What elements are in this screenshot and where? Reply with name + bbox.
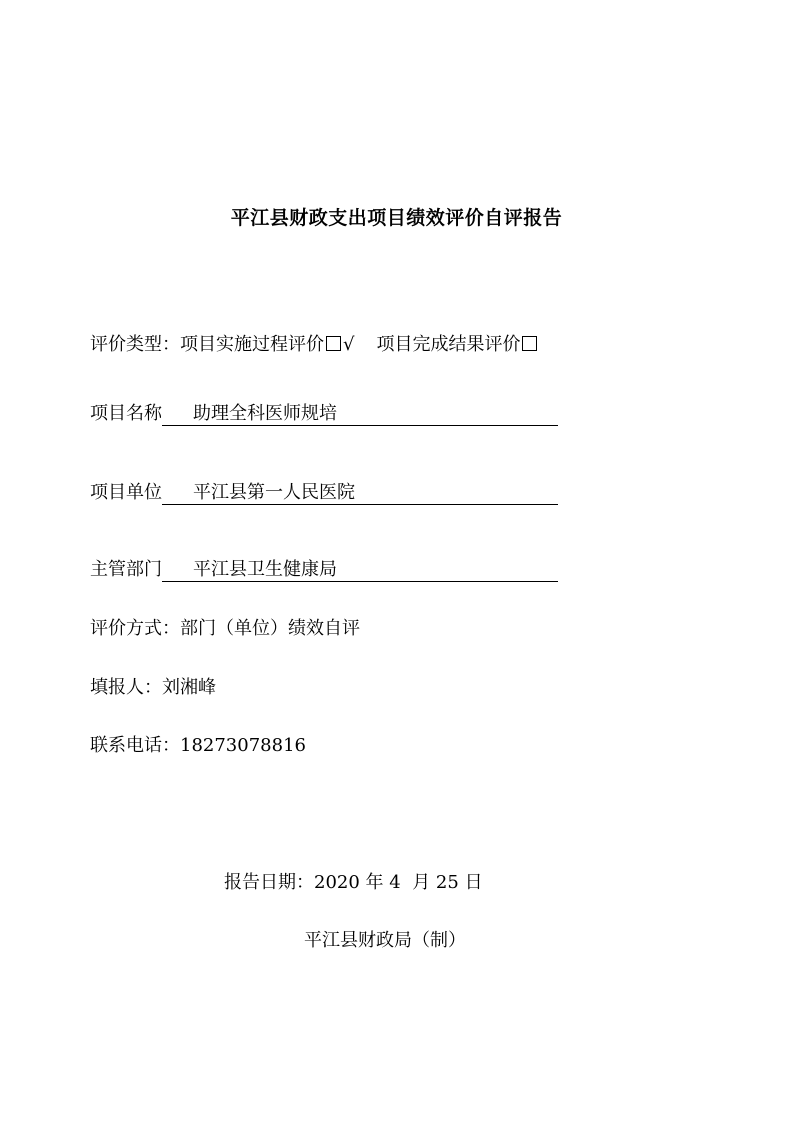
eval-method-value: 部门（单位）绩效自评 — [180, 618, 360, 639]
project-name-field — [162, 403, 558, 426]
report-date-month: 4 — [389, 872, 401, 893]
phone-value: 18273078816 — [180, 735, 306, 756]
eval-type-option-result: 项目完成结果评价 — [376, 334, 521, 355]
report-title: 平江县财政支出项目绩效评价自评报告 — [230, 207, 563, 229]
phone-line — [90, 734, 306, 758]
report-date-year-unit: 年 — [365, 872, 384, 893]
report-date-month-unit: 月 — [412, 872, 431, 893]
supervisor-dept-line — [90, 558, 558, 582]
reporter-value: 刘湘峰 — [162, 677, 216, 698]
checkmark-icon: √ — [343, 334, 355, 355]
project-name-line — [90, 402, 558, 426]
report-date-day-unit: 日 — [464, 872, 483, 893]
eval-type-label: 评价类型： — [90, 334, 180, 355]
eval-type-line — [90, 333, 539, 357]
eval-type-option-process: 项目实施过程评价 — [180, 334, 324, 355]
issuer: 平江县财政局（制） — [304, 930, 466, 951]
project-unit-line — [90, 481, 558, 505]
project-unit-label: 项目单位 — [90, 482, 162, 503]
project-name-label: 项目名称 — [90, 403, 162, 424]
report-date-year: 2020 — [314, 872, 360, 893]
eval-method-label: 评价方式： — [90, 618, 180, 639]
project-unit-value: 平江县第一人民医院 — [193, 482, 355, 503]
reporter-line — [90, 676, 216, 700]
eval-type-process-checkbox[interactable] — [326, 336, 341, 351]
eval-type-result-checkbox[interactable] — [522, 336, 537, 351]
project-unit-field — [162, 482, 558, 505]
report-date-day: 25 — [435, 872, 459, 893]
project-name-value: 助理全科医师规培 — [193, 403, 337, 424]
supervisor-dept-label: 主管部门 — [90, 559, 162, 580]
report-date-label: 报告日期： — [224, 872, 314, 893]
eval-method-line — [90, 617, 360, 641]
supervisor-dept-field — [162, 559, 558, 582]
phone-label: 联系电话： — [90, 735, 180, 756]
supervisor-dept-value: 平江县卫生健康局 — [193, 559, 337, 580]
report-date-line — [224, 871, 483, 895]
reporter-label: 填报人： — [90, 677, 162, 698]
